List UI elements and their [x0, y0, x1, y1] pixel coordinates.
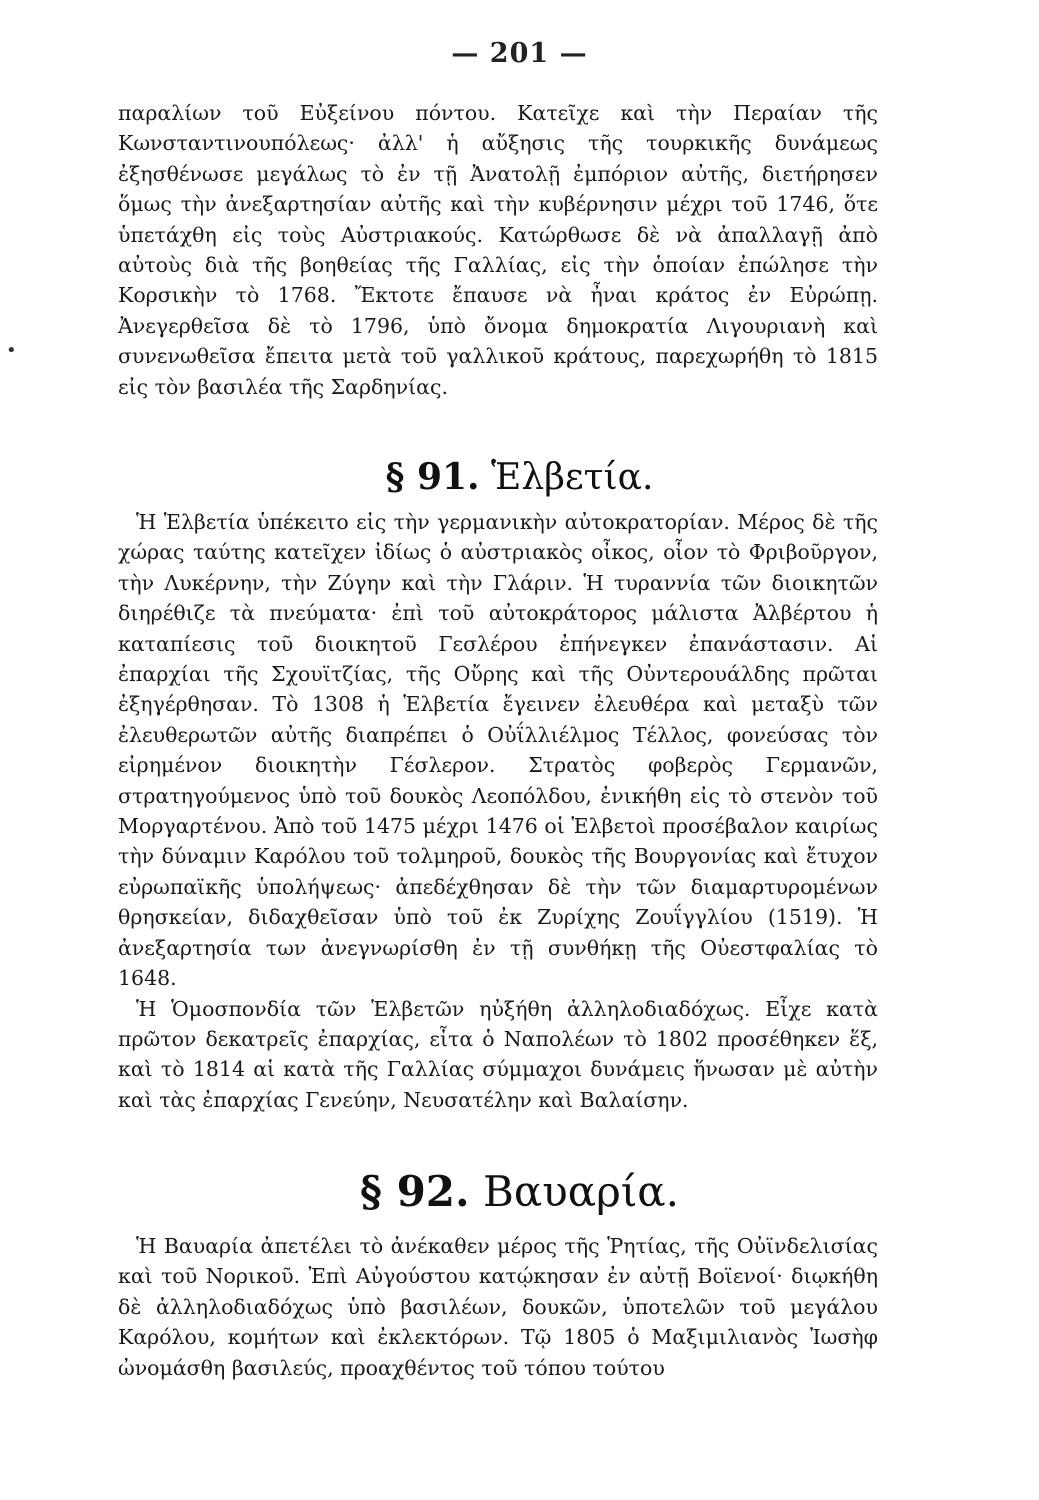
paragraph-switzerland-1: Ἡ Ἑλβετία ὑπέκειτο εἰς τὴν γερμανικὴν αὐτοκρατορίαν. Μέρος δὲ τῆς χώρας ταύτης κατεῖχεν ἰδίως ὁ αὐστριακὸς οἶκος, οἷον τὸ Φριβοῦργον, τὴν Λυκέρνην, τὴν Ζύγην καὶ τὴν Γλάριν. Ἡ τυραννία τῶν διοικητῶν διηρέθιζε τὰ πνεύματα· ἐπὶ τοῦ αὐτοκράτορος μάλιστα Ἀλβέρτου ἡ καταπίεσις τοῦ διοικητοῦ Γεσλέρου ἐπήνεγκεν ἐπανάστασιν. Αἱ ἐπαρχίαι τῆς Σχουϊτζίας, τῆς Οὔρης καὶ τῆς Οὐντερουάλδης πρῶται ἐξηγέρθησαν. Τὸ 1308 ἡ Ἑλβετία ἔγεινεν ἐλευθέρα καὶ μεταξὺ τῶν ἐλευθερωτῶν αὐτῆς διαπρέπει ὁ Οὐΐλλιέλμος Τέλλος, φονεύσας τὸν εἰρημένον διοικητὴν Γέσλερον. Στρατὸς φοβερὸς Γερμανῶν, στρατηγούμενος ὑπὸ τοῦ δουκὸς Λεοπόλδου, ἐνικήθη εἰς τὸ στενὸν τοῦ Μοργαρτένου. Ἀπὸ τοῦ 1475 μέχρι 1476 οἱ Ἑλβετοὶ προσέβαλον καιρίως τὴν δύναμιν Καρόλου τοῦ τολμηροῦ, δουκὸς τῆς Βουργονίας καὶ ἔτυχον εὐρωπαϊκῆς ὑπολήψεως· ἀπεδέχθησαν δὲ τὴν τῶν διαμαρτυρομένων θρησκείαν, διδαχθεῖσαν ὑπὸ τοῦ ἐκ Ζυρίχης Ζουΐγγλίου (1519). Ἡ ἀνεξαρτησία των ἀνεγνωρίσθη ἐν τῇ συνθήκῃ τῆς Οὐεστφαλίας τὸ 1648. — [118, 510, 878, 991]
section-number-91: § 91. — [385, 456, 480, 498]
text-block-top — [118, 98, 878, 402]
section-title-91: Ἑλβετία. — [491, 457, 654, 498]
section-title-92: Βαυαρία. — [483, 1167, 679, 1216]
text-block-bavaria — [118, 1231, 878, 1383]
section-heading-91 — [0, 456, 1039, 498]
margin-mark: • — [6, 340, 17, 361]
paragraph-bavaria-1: Ἡ Βαυαρία ἀπετέλει τὸ ἀνέκαθεν μέρος τῆς Ῥητίας, τῆς Οὐϊνδελισίας καὶ τοῦ Νορικοῦ. Ἐπὶ Αὐγούστου κατῴκησαν ἐν αὐτῇ Βοϊενοί· διῳκήθη δὲ ἀλληλοδιαδόχως ὑπὸ βασιλέων, δουκῶν, ὑποτελῶν τοῦ μεγάλου Καρόλου, κομήτων καὶ ἐκλεκτόρων. Τῷ 1805 ὁ Μαξιμιλιανὸς Ἰωσὴφ ὠνομάσθη βασιλεύς, προαχθέντος τοῦ τόπου τούτου — [118, 1234, 878, 1380]
section-heading-92 — [0, 1167, 1039, 1216]
paragraph-switzerland-2: Ἡ Ὁμοσπονδία τῶν Ἑλβετῶν ηὐξήθη ἀλληλοδιαδόχως. Εἶχε κατὰ πρῶτον δεκατρεῖς ἐπαρχίας, εἶτα ὁ Ναπολέων τὸ 1802 προσέθηκεν ἕξ, καὶ τὸ 1814 αἱ κατὰ τῆς Γαλλίας σύμμαχοι δυνάμεις ἥνωσαν μὲ αὐτὴν καὶ τὰς ἐπαρχίας Γενεύην, Νευσατέλην καὶ Βαλαίσην. — [118, 996, 878, 1112]
text-block-switzerland — [118, 507, 878, 1115]
page-number: — 201 — — [451, 38, 588, 69]
paragraph-genoa: παραλίων τοῦ Εὐξείνου πόντου. Κατεῖχε καὶ τὴν Περαίαν τῆς Κωνσταντινουπόλεως· ἀλλ' ἡ αὔξησις τῆς τουρκικῆς δυνάμεως ἐξησθένωσε μεγάλως τὸ ἐν τῇ Ἀνατολῇ ἐμπόριον αὐτῆς, διετήρησεν ὅμως τὴν ἀνεξαρτησίαν αὐτῆς καὶ τὴν κυβέρνησιν μέχρι τοῦ 1746, ὅτε ὑπετάχθη εἰς τοὺς Αὐστριακούς. Κατώρθωσε δὲ νὰ ἀπαλλαγῇ ἀπὸ αὐτοὺς διὰ τῆς βοηθείας τῆς Γαλλίας, εἰς τὴν ὁποίαν ἐπώλησε τὴν Κορσικὴν τὸ 1768. Ἔκτοτε ἔπαυσε νὰ ἦναι κράτος ἐν Εὐρώπῃ. Ἀνεγερθεῖσα δὲ τὸ 1796, ὑπὸ ὄνομα δημοκρατία Λιγουριανὴ καὶ συνενωθεῖσα ἔπειτα μετὰ τοῦ γαλλικοῦ κράτους, παρεχωρήθη τὸ 1815 εἰς τὸν βασιλέα τῆς Σαρδηνίας. — [118, 101, 878, 399]
section-number-92: § 92. — [359, 1167, 470, 1216]
